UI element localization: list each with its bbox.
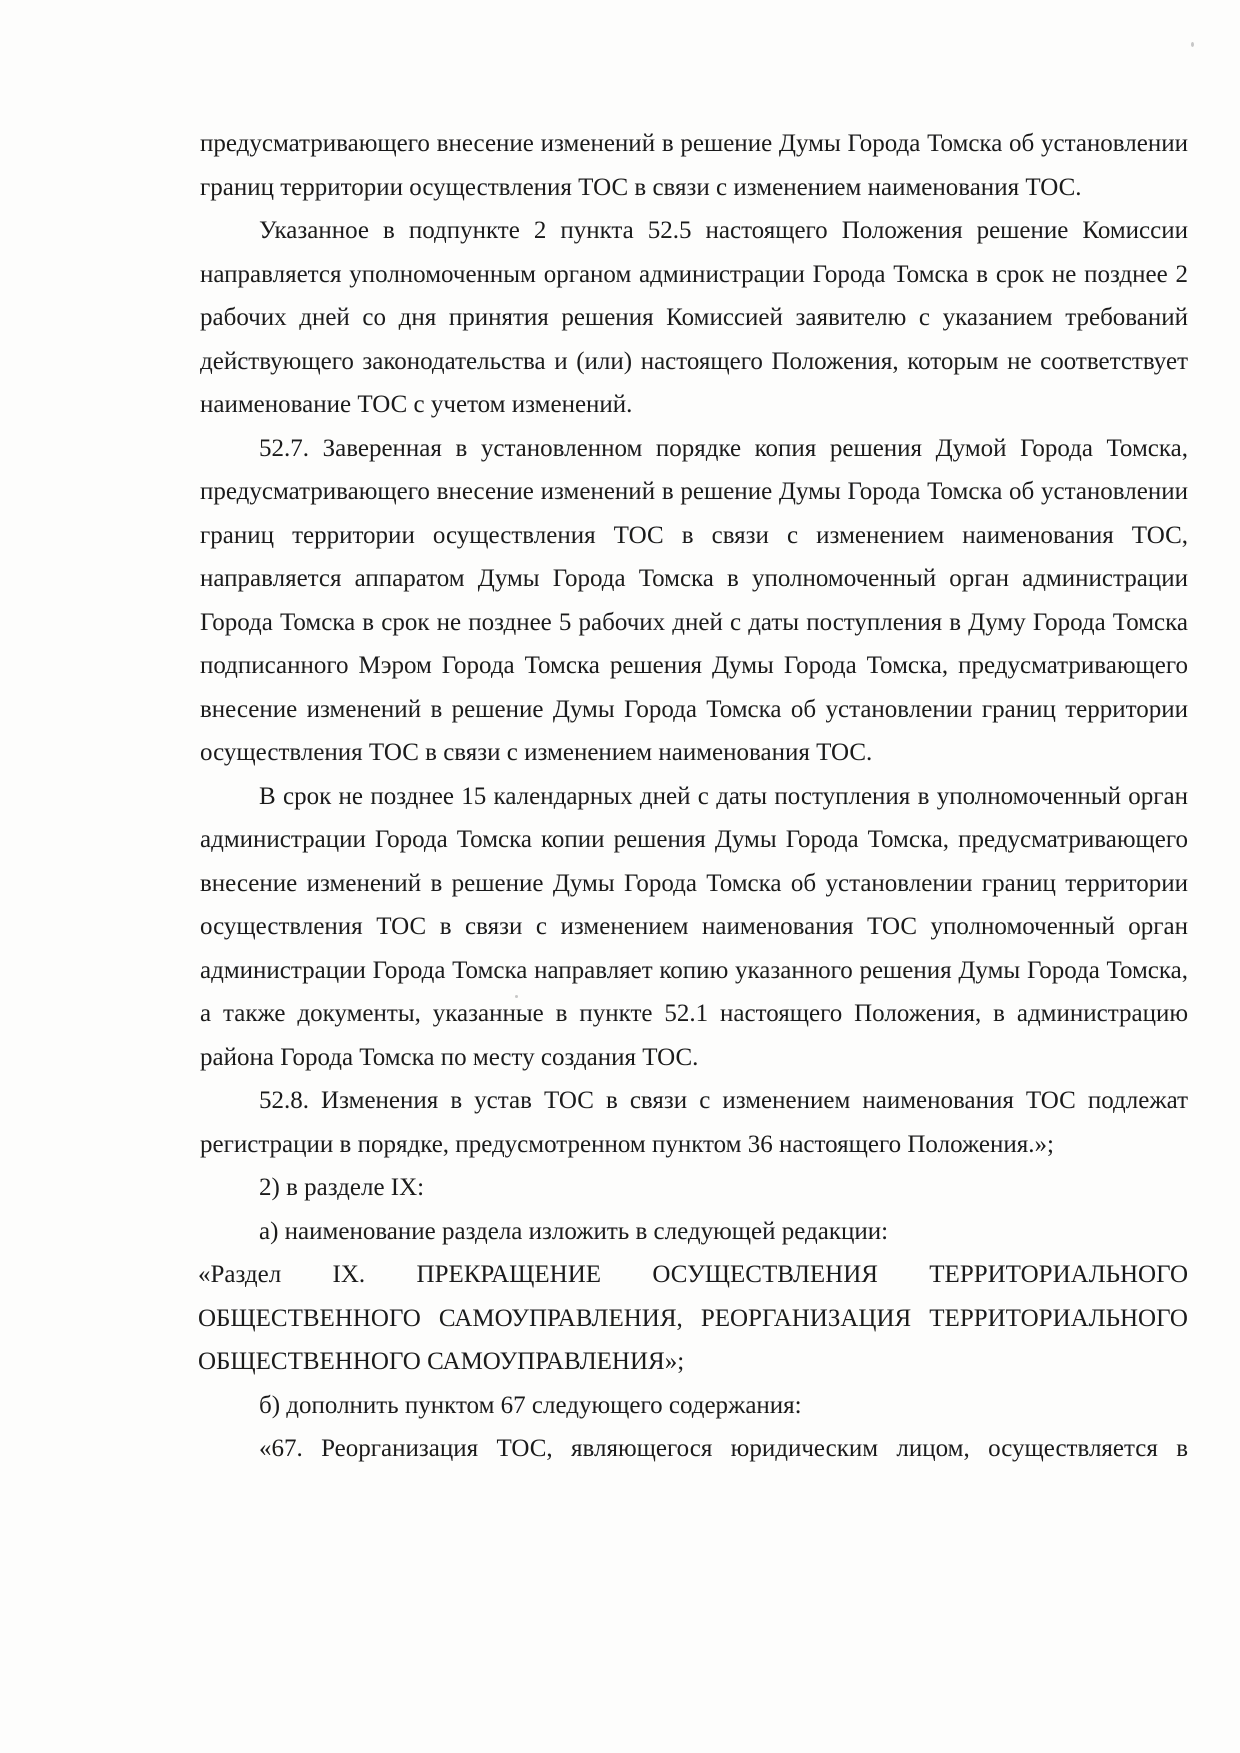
paragraph-67-start: «67. Реорганизация ТОС, являющегося юридическим лицом, осуществляется в (259, 1435, 1188, 1462)
paragraph-section-ix: 2) в разделе IX: (259, 1174, 425, 1201)
paragraph-item-b: б) дополнить пунктом 67 следующего содержания: (259, 1391, 802, 1419)
scan-speck (515, 995, 518, 998)
paragraph-52-7: 52.7. Заверенная в установленном порядке копия решения Думой Города Томска, предусматривающего внесение изменений в решение Думы Города Томска об установлении границ территории осуществления ТОС в связи с изменением наименования ТОС, направляется аппаратом Думы Города Томска в уполномоченный орган администрации Города Томска в срок не позднее 5 рабочих дней с даты поступления в Думу Города Томска подписанного Мэром Города Томска решения Думы Города Томска, предусматривающего внесение изменений в решение Думы Города Томска об установлении границ территории осуществления ТОС в связи с изменением наименования ТОС. (200, 434, 1188, 766)
paragraph-commission-decision: Указанное в подпункте 2 пункта 52.5 настоящего Положения решение Комиссии направляется уполномоченным органом администрации Города Томска в срок не позднее 2 рабочих дней со дня принятия решения Комиссией заявителю с указанием требований действующего законодательства и (или) настоящего Положения, которым не соответствует наименование ТОС с учетом изменений. (200, 217, 1188, 418)
paragraph-52-8: 52.8. Изменения в устав ТОС в связи с изменением наименования ТОС подлежат регистрации в порядке, предусмотренном пунктом 36 настоящего Положения.»; (200, 1087, 1188, 1158)
section-ix-title: «Раздел IX. ПРЕКРАЩЕНИЕ ОСУЩЕСТВЛЕНИЯ ТЕРРИТОРИАЛЬНОГО ОБЩЕСТВЕННОГО САМОУПРАВЛЕНИЯ, РЕОРГАНИЗАЦИЯ ТЕРРИТОРИАЛЬНОГО ОБЩЕСТВЕННОГО САМОУПРАВЛЕНИЯ»; (198, 1261, 1188, 1375)
paragraph-15-days: В срок не позднее 15 календарных дней с даты поступления в уполномоченный орган администрации Города Томска копии решения Думы Города Томска, предусматривающего внесение изменений в решение Думы Города Томска об установлении границ территории осуществления ТОС в связи с изменением наименования ТОС уполномоченный орган администрации Города Томска направляет копию указанного решения Думы Города Томска, а также документы, указанные в пункте 52.1 настоящего Положения, в администрацию района Города Томска по месту создания ТОС. (200, 782, 1188, 1071)
paragraph-item-a: а) наименование раздела изложить в следующей редакции: (259, 1217, 889, 1245)
paragraph-continuation: предусматривающего внесение изменений в решение Думы Города Томска об установлении границ территории осуществления ТОС в связи с изменением наименования ТОС. (200, 130, 1188, 201)
scan-speck (1191, 42, 1194, 47)
